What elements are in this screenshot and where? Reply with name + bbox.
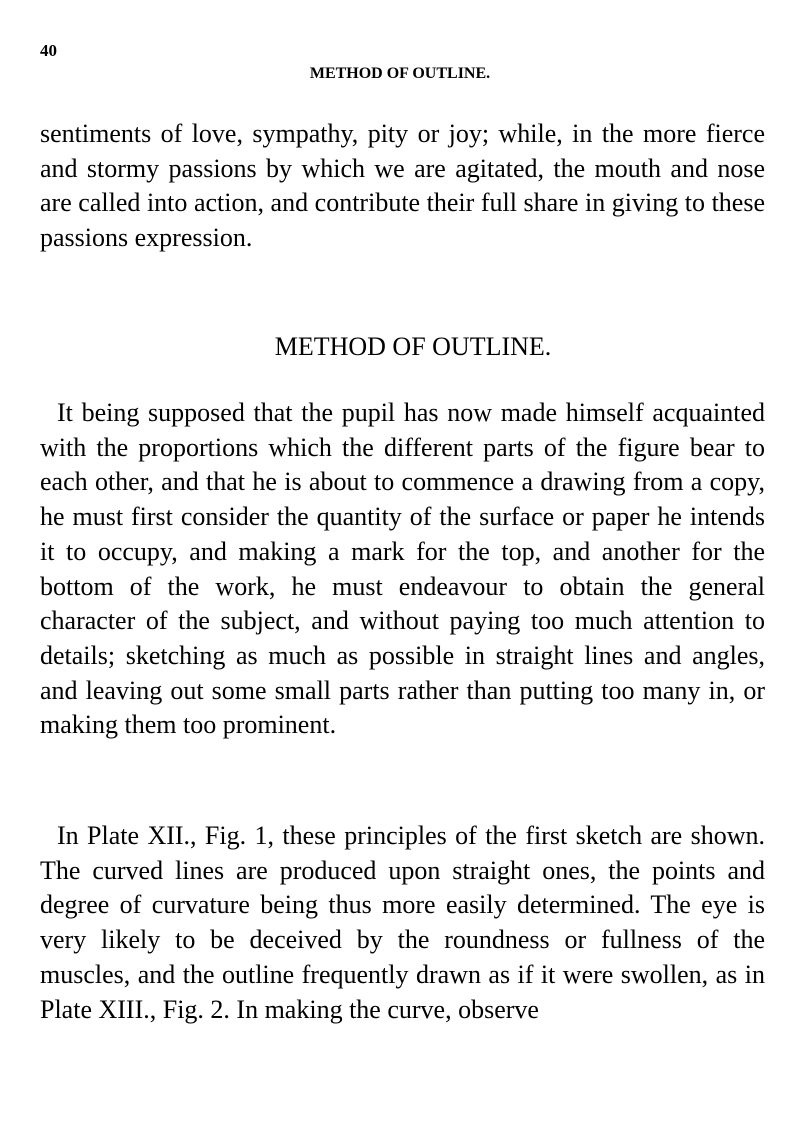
body-paragraph: In Plate XII., Fig. 1, these principles of the first sketch are shown. The curved lines are produced upon straight ones, the points and degree of curvature being thus more easily determined. The eye is very likely to be deceived by the roundness or fullness of the muscles, and the outline frequently drawn as if it were swollen, as in Plate XIII., Fig. 2. In making the curve, observe <box>40 821 765 1024</box>
body-paragraph: It being supposed that the pupil has now made himself acquainted with the proportions which the different parts of the figure bear to each other, and that he is about to commence a drawing from a copy, he must first consider the quantity of the surface or paper he intends it to occupy, and making a mark for the top, and another for the bottom of the work, he must endeavour to obtain the general character of the subject, and without paying too much attention to details; sketching as much as possible in straight lines and angles, and leaving out some small parts rather than putting too many in, or making them too prominent. <box>40 398 765 740</box>
page-number: 40 <box>40 41 57 60</box>
opening-paragraph: sentiments of love, sympathy, pity or joy; while, in the more fierce and stormy passions by which we are agitated, the mouth and nose are called into action, and contribute their full share in giving to these passions expression. <box>40 119 765 253</box>
running-head: METHOD OF OUTLINE. <box>309 65 491 82</box>
section-heading: METHOD OF OUTLINE. <box>274 332 552 361</box>
